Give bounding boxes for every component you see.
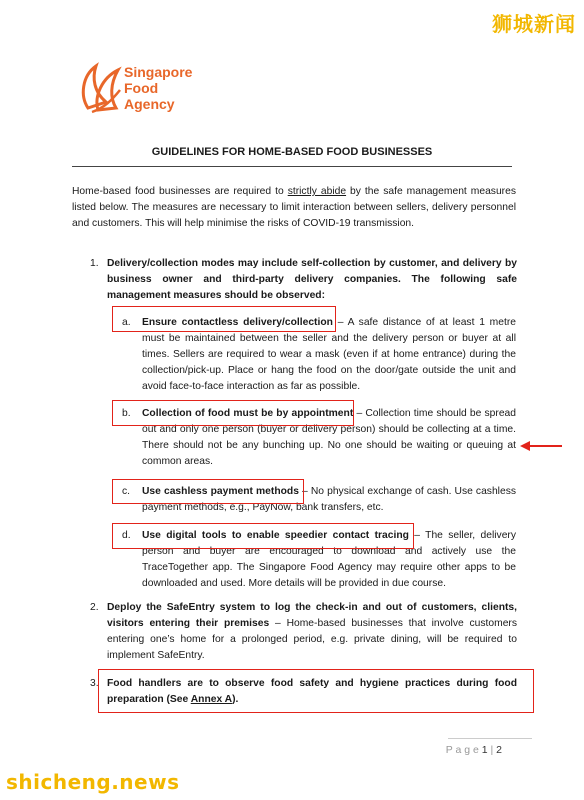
highlight-box-a (112, 306, 336, 332)
watermark-bottom: shicheng.news (6, 770, 180, 794)
page-total: 2 (496, 744, 502, 756)
annex-a-link[interactable]: Annex A (190, 694, 233, 705)
item-2-text (107, 600, 517, 664)
item-3-tail: ). (232, 694, 239, 705)
item-a-label: a. (122, 317, 131, 328)
logo-line-3: Agency (124, 96, 175, 112)
intro-underlined: strictly abide (287, 186, 347, 197)
item-1-text: Delivery/collection modes may include self-collection by customer, and delivery by business owner and third-party delivery companies. The following safe management measures should be observed: (107, 258, 517, 301)
footer-divider (448, 738, 532, 739)
item-d-body: – The seller, delivery person and buyer are encouraged to download and actively use the TraceTogether app. The Singapore Food Agency may require other apps to be downloaded and used. More details will be provided in due course. (142, 530, 516, 589)
item-c-heading: Use cashless payment methods (142, 486, 299, 497)
item-c-label: c. (122, 486, 131, 497)
item-3-heading: Food handlers are to observe food safety and hygiene practices during food preparation (See (107, 678, 517, 705)
item-1-number: 1. (90, 258, 99, 269)
title-divider (72, 166, 512, 167)
item-a-body: – A safe distance of at least 1 metre must be maintained between the seller and the delivery person or buyer at all times. Sellers are required to wear a mask (even if at home entrance) during the collection/pick-up. Place or hang the food on the door/gate outside the unit and avoid face-to-face interaction as far as possible. (142, 317, 516, 392)
arrow-icon (518, 439, 564, 453)
intro-text: Home-based food businesses are required to (72, 186, 288, 197)
watermark-top: 狮城新闻 (492, 12, 576, 36)
highlight-box-b (112, 400, 354, 426)
highlight-box-c (112, 479, 304, 504)
sfa-logo-text (124, 64, 192, 112)
item-2-number: 2. (90, 602, 99, 613)
item-b-body: – Collection time should be spread out and only one person (buyer or delivery person) should be collecting at a time. There should not be any bunching up. No one should be waiting or queuing at common areas. (142, 408, 516, 467)
item-a-heading: Ensure contactless delivery/collection (142, 317, 333, 328)
document-title: GUIDELINES FOR HOME-BASED FOOD BUSINESSES (151, 146, 433, 158)
page-separator: | (487, 744, 497, 756)
item-d-label: d. (122, 530, 131, 541)
page-footer (446, 744, 502, 756)
item-d-heading: Use digital tools to enable speedier contact tracing (142, 530, 409, 541)
item-b-label: b. (122, 408, 131, 419)
item-3-number: 3. (90, 678, 99, 689)
highlight-box-3 (98, 669, 534, 713)
page-number: 1 (481, 744, 488, 756)
logo-line-1: Singapore (124, 64, 193, 80)
item-b-heading: Collection of food must be by appointment (142, 408, 354, 419)
page-word: P a g e (445, 744, 479, 756)
logo-line-2: Food (124, 80, 159, 96)
intro-text-end: by the safe management measures listed below. The measures are necessary to limit interaction between sellers, delivery personnel and customers. This will help minimise the risks of COVID-19 transmission. (72, 186, 516, 229)
item-c-body: – No physical exchange of cash. Use cashless payment methods, e.g., PayNow, bank transfers, etc. (142, 486, 516, 513)
highlight-box-d (112, 523, 414, 549)
item-2-heading: Deploy the SafeEntry system to log the check-in and out of customers, clients, visitors entering their premises (107, 602, 517, 629)
intro-paragraph (72, 184, 516, 232)
item-2-body: – Home-based businesses that involve customers entering one’s home for a prolonged period, e.g. private dining, will be required to implement SafeEntry. (107, 618, 517, 661)
